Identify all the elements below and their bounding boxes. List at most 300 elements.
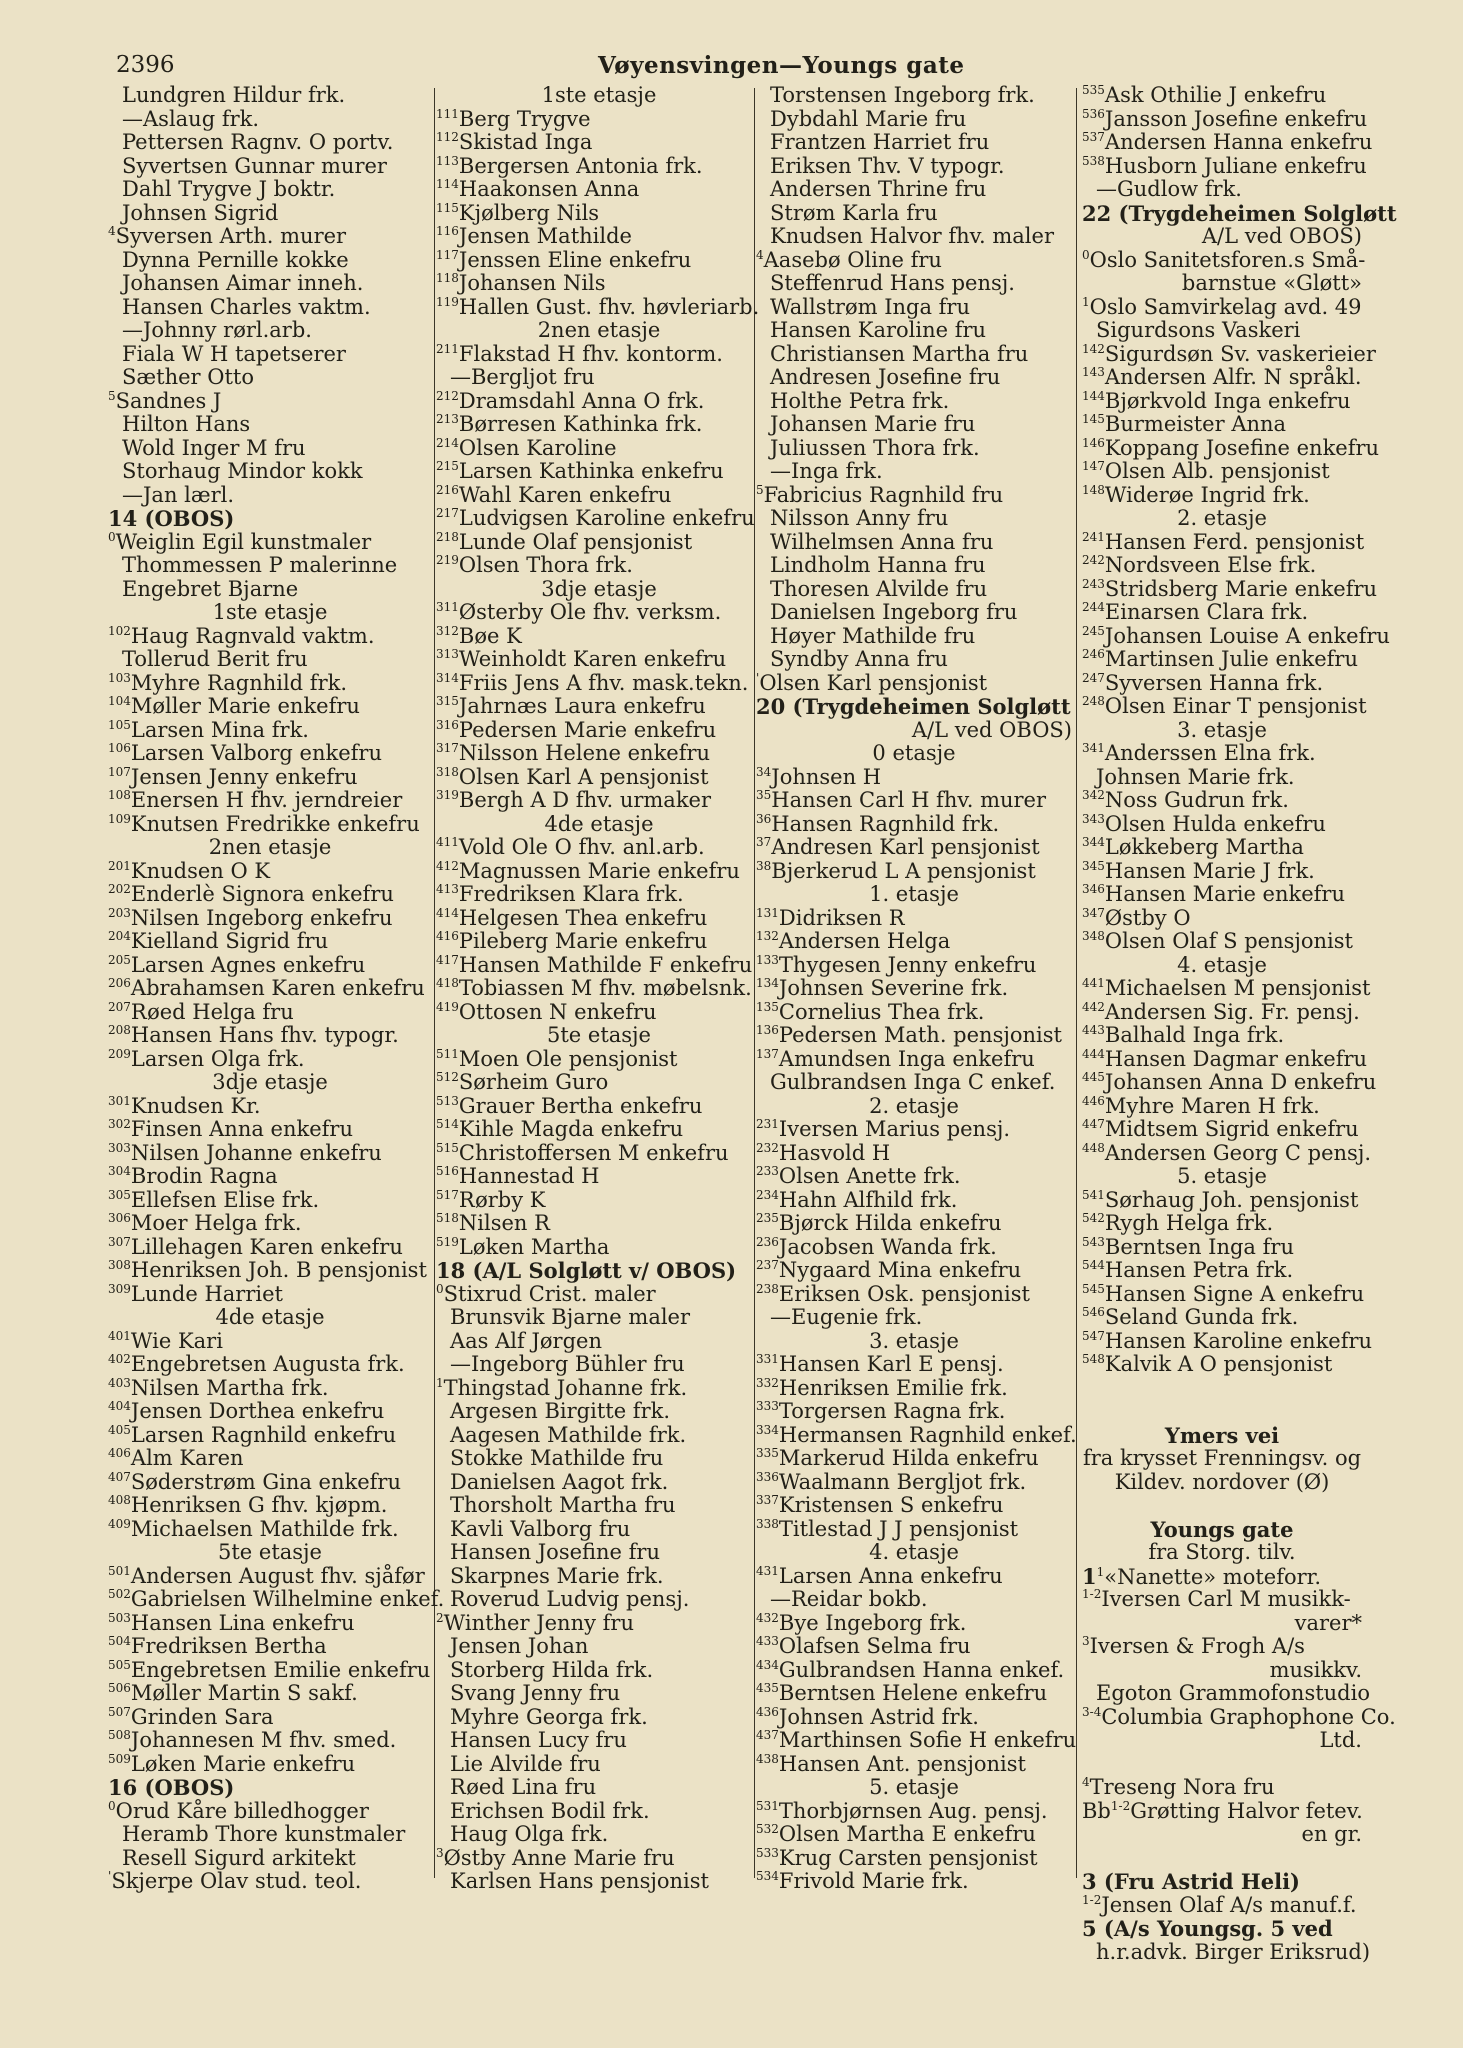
entry-text: Brodin Ragna — [130, 1164, 278, 1188]
apartment-number: 207 — [108, 999, 131, 1014]
entry-text: —Inga frk. — [770, 459, 883, 483]
directory-entry — [108, 742, 432, 766]
directory-entry — [436, 695, 762, 719]
apartment-number: 537 — [1082, 130, 1105, 144]
apartment-number: 132 — [756, 929, 779, 943]
entry-text: Wold Inger M fru — [122, 435, 306, 460]
entry-text: Henriksen Joh. B pensjonist — [130, 1258, 427, 1282]
apartment-number: 508 — [108, 1728, 131, 1742]
entry-text: Johnsen Severine frk. — [778, 976, 1009, 1000]
entry-text: Frivold Marie frk. — [778, 1869, 969, 1893]
entry-text: Lunde Harriet — [130, 1281, 283, 1306]
entry-text: Løken Marie enkefru — [130, 1751, 356, 1776]
directory-entry — [108, 860, 432, 884]
directory-entry — [436, 1588, 762, 1612]
directory-entry — [756, 954, 1072, 978]
apartment-number: 446 — [1082, 1093, 1105, 1108]
entry-text: Bøe K — [458, 623, 522, 648]
directory-entry — [436, 1377, 762, 1401]
entry-text: Koppang Josefine enkefru — [1104, 435, 1380, 460]
entry-text: Andresen Josefine fru — [770, 365, 1001, 389]
entry-text: Waalmann Bergljot frk. — [778, 1469, 1027, 1494]
building-heading — [1082, 1917, 1362, 1941]
directory-entry — [108, 1001, 432, 1025]
entry-text: Møller Marie enkefru — [130, 694, 360, 718]
entry-text: —Reidar bokb. — [770, 1587, 928, 1611]
directory-entry — [756, 390, 1072, 414]
directory-entry — [756, 1728, 1077, 1753]
directory-entry — [1082, 860, 1362, 884]
entry-text: Seland Gunda frk. — [1104, 1305, 1299, 1329]
directory-entry — [436, 789, 762, 813]
directory-entry — [436, 977, 762, 1001]
entry-text: Iversen Carl M musikk- — [1101, 1587, 1351, 1611]
directory-entry — [1082, 1281, 1365, 1307]
directory-entry — [756, 1142, 1072, 1166]
directory-entry — [436, 648, 762, 672]
directory-entry — [436, 155, 762, 179]
entry-text: Widerøe Ingrid frk. — [1104, 482, 1310, 507]
floor-heading — [108, 1541, 432, 1565]
entry-text: 4de etasje — [215, 1305, 325, 1329]
directory-entry — [1082, 84, 1362, 108]
entry-text: Weinholdt Karen enkefru — [458, 647, 727, 671]
apartment-number: 546 — [1082, 1305, 1105, 1319]
entry-text: Krug Carsten pensjonist — [778, 1845, 1038, 1870]
entry-text: Larsen Anna enkefru — [778, 1563, 1003, 1588]
entry-text: Engebretsen Emilie enkefru — [130, 1657, 431, 1682]
apartment-number: 418 — [436, 976, 459, 990]
floor-heading — [1082, 1471, 1362, 1495]
entry-text: Hannestad H — [458, 1164, 600, 1188]
directory-entry — [108, 1377, 432, 1401]
floor-heading — [756, 1095, 1072, 1119]
apartment-number: 336 — [756, 1469, 779, 1484]
directory-entry — [756, 1259, 1072, 1283]
apartment-number: 112 — [436, 130, 459, 144]
apartment-number: 519 — [436, 1234, 459, 1249]
directory-entry — [756, 437, 1072, 461]
directory-entry — [756, 296, 1072, 320]
entry-text: Dybdahl Marie fru — [770, 106, 967, 131]
apartment-number: 209 — [108, 1046, 131, 1061]
directory-entry — [436, 954, 762, 978]
directory-entry — [436, 1001, 762, 1025]
directory-entry — [1082, 435, 1380, 461]
directory-entry — [108, 413, 432, 437]
entry-text: Titlestad J J pensjonist — [778, 1516, 1019, 1541]
entry-text: Grinden Sara — [130, 1704, 274, 1729]
entry-text: Løkkeberg Martha — [1104, 835, 1304, 859]
entry-text: Nilsson Anny fru — [770, 506, 949, 530]
entry-text: Hansen Ferd. pensjonist — [1104, 529, 1365, 554]
directory-entry — [108, 460, 432, 484]
entry-text: 3dje etasje — [541, 576, 657, 601]
directory-entry — [108, 648, 432, 672]
directory-entry — [436, 1142, 762, 1166]
apartment-number: 215 — [436, 459, 459, 473]
apartment-number: 434 — [756, 1657, 779, 1672]
entry-text: Abrahamsen Karen enkefru — [130, 976, 425, 1000]
entry-text: Larsen Olga frk. — [130, 1046, 305, 1071]
entry-text: Andresen Karl pensjonist — [771, 835, 1040, 859]
entry-text: A/L ved OBOS) — [911, 717, 1072, 742]
directory-entry — [1082, 648, 1362, 672]
entry-text: Aas Alf Jørgen — [450, 1328, 602, 1353]
entry-text: Johnsen Marie frk. — [1096, 764, 1295, 789]
entry-text: Einarsen Clara frk. — [1104, 600, 1309, 624]
entry-text: Strøm Karla fru — [770, 200, 938, 225]
directory-entry — [436, 1447, 762, 1471]
entry-text: Eriksen Thv. V typogr. — [770, 153, 1005, 178]
entry-text: A/L ved OBOS) — [1201, 224, 1362, 248]
directory-entry — [436, 1612, 762, 1636]
entry-text: Erichsen Bodil frk. — [450, 1798, 650, 1823]
directory-entry — [756, 1236, 1072, 1260]
entry-text: Columbia Graphophone Co. — [1101, 1704, 1396, 1729]
directory-entry — [756, 1753, 1072, 1777]
entry-text: Pedersen Math. pensjonist — [778, 1023, 1062, 1047]
apartment-number: 348 — [1082, 929, 1105, 943]
directory-entry — [1082, 413, 1362, 437]
entry-text: Lindholm Hanna fru — [770, 553, 986, 577]
entry-text: Nilsen Ingeborg enkefru — [130, 905, 393, 930]
entry-text: Ludvigsen Karoline enkefru — [458, 506, 755, 530]
entry-text: Nilsen Martha frk. — [130, 1375, 329, 1400]
directory-entry — [756, 1870, 1072, 1894]
directory-entry — [1082, 1236, 1362, 1260]
apartment-number: 0 — [108, 529, 116, 544]
directory-entry — [108, 1259, 432, 1283]
apartment-number: 333 — [756, 1399, 779, 1413]
entry-text: Haug Ragnvald vaktm. — [130, 623, 375, 648]
apartment-number: 309 — [108, 1281, 131, 1296]
entry-text: Juliussen Thora frk. — [770, 435, 980, 460]
entry-text: Winther Jenny fru — [443, 1610, 634, 1635]
apartment-number: 214 — [436, 435, 459, 450]
apartment-number: 403 — [108, 1375, 131, 1390]
entry-text: Olsen Anette frk. — [778, 1164, 961, 1188]
entry-text: Johansen Aimar inneh. — [122, 271, 364, 295]
entry-text: Hasvold H — [778, 1140, 891, 1165]
directory-entry — [108, 1048, 432, 1072]
entry-text: Hansen Signe A enkefru — [1104, 1281, 1365, 1306]
directory-entry — [108, 907, 432, 931]
apartment-number: 345 — [1082, 858, 1105, 873]
directory-entry — [1082, 1189, 1362, 1213]
directory-entry — [108, 225, 432, 249]
apartment-number: 416 — [436, 929, 459, 943]
building-heading — [1082, 1870, 1362, 1894]
apartment-number: 514 — [436, 1117, 459, 1131]
entry-text: Enderlè Signora enkefru — [130, 882, 394, 906]
apartment-number: 5 — [108, 388, 116, 403]
directory-entry — [436, 1071, 762, 1095]
directory-entry — [756, 648, 1072, 672]
entry-text: Johansen Anna D enkefru — [1104, 1070, 1377, 1094]
apartment-number: 331 — [756, 1352, 779, 1366]
apartment-number: 501 — [108, 1563, 131, 1578]
directory-entry — [436, 413, 762, 437]
directory-entry — [756, 789, 1072, 813]
apartment-number: 442 — [1082, 999, 1105, 1014]
apartment-number: 341 — [1082, 741, 1105, 755]
entry-text: Andersen Alfr. N språkl. — [1104, 365, 1362, 389]
directory-entry — [108, 1095, 432, 1119]
directory-entry — [1082, 1729, 1362, 1753]
directory-entry — [436, 225, 762, 249]
directory-entry — [108, 1447, 432, 1471]
directory-entry — [108, 1565, 432, 1589]
entry-text: Christoffersen M enkefru — [458, 1140, 729, 1165]
apartment-number: 306 — [108, 1211, 131, 1225]
directory-entry — [1082, 106, 1368, 132]
directory-entry — [436, 343, 762, 367]
directory-entry — [436, 1353, 762, 1377]
directory-entry — [756, 836, 1072, 860]
directory-entry — [756, 860, 1072, 884]
entry-text: 5. etasje — [869, 1775, 959, 1799]
directory-entry — [1082, 1377, 1362, 1401]
apartment-number: 407 — [108, 1469, 131, 1484]
directory-entry — [436, 437, 762, 461]
apartment-number: 3 — [1082, 1634, 1090, 1648]
directory-entry — [436, 625, 762, 649]
apartment-number: 36 — [756, 811, 772, 826]
directory-entry — [108, 1494, 432, 1518]
directory-entry — [108, 1518, 432, 1542]
entry-text: Nilsen Johanne enkefru — [130, 1140, 382, 1165]
entry-text: Johnsen Astrid frk. — [778, 1704, 979, 1729]
directory-entry — [1082, 1776, 1362, 1800]
directory-entry — [1082, 1681, 1370, 1706]
apartment-number: 518 — [436, 1211, 459, 1225]
directory-column-1 — [108, 83, 445, 1894]
entry-text: Stokke Mathilde fru — [450, 1446, 664, 1470]
apartment-number: 504 — [108, 1634, 131, 1648]
directory-entry — [756, 531, 1072, 555]
entry-text: —Johnny rørl.arb. — [122, 318, 312, 342]
apartment-number: 146 — [1082, 435, 1105, 450]
directory-entry — [1082, 178, 1362, 202]
apartment-number: 303 — [108, 1140, 131, 1155]
apartment-number: 346 — [1082, 882, 1105, 896]
directory-entry — [1082, 341, 1376, 367]
apartment-number: 142 — [1082, 341, 1105, 356]
apartment-number: 4 — [108, 224, 116, 238]
entry-text: —Aslaug frk. — [122, 106, 260, 131]
apartment-number: 145 — [1082, 412, 1105, 426]
entry-text: en gr. — [1301, 1822, 1362, 1846]
entry-text: Jensen Jenny enkefru — [130, 764, 358, 789]
directory-entry — [756, 554, 1072, 578]
entry-text: Lunde Olaf pensjonist — [458, 529, 693, 554]
directory-entry — [756, 1635, 1072, 1659]
entry-text: Nygaard Mina enkefru — [778, 1258, 1022, 1282]
directory-entry — [108, 1682, 432, 1706]
apartment-number: 319 — [436, 788, 459, 802]
apartment-number: 246 — [1082, 647, 1105, 661]
entry-text: Andersen Thrine fru — [770, 177, 987, 201]
entry-text: Knudsen Halvor fhv. maler — [770, 224, 1054, 248]
directory-entry — [1082, 1800, 1362, 1824]
building-heading — [756, 695, 1072, 719]
apartment-number: 448 — [1082, 1140, 1105, 1155]
entry-text: Roverud Ludvig pensj. — [450, 1587, 690, 1611]
directory-entry — [1082, 976, 1371, 1001]
directory-entry — [108, 883, 432, 907]
directory-entry — [1082, 601, 1362, 625]
entry-text: fra krysset Frenningsv. og — [1082, 1446, 1362, 1470]
apartment-number: 109 — [108, 811, 131, 826]
entry-text: Gabrielsen Wilhelmine enkef. — [130, 1587, 445, 1611]
entry-text: Skistad Inga — [458, 130, 593, 154]
apartment-number: 219 — [436, 553, 459, 567]
entry-text: Amundsen Inga enkefru — [778, 1046, 1035, 1071]
entry-text: Midtsem Sigrid enkefru — [1104, 1117, 1359, 1141]
directory-entry — [436, 178, 762, 202]
page-number: 2396 — [116, 52, 175, 78]
directory-entry — [1082, 742, 1362, 766]
directory-entry — [756, 625, 1072, 649]
entry-text: h.r.advk. Birger Eriksrud) — [1096, 1939, 1371, 1964]
entry-text: Egoton Grammofonstudio — [1096, 1681, 1370, 1705]
entry-text: Grøtting Halvor fetev. — [1130, 1798, 1363, 1823]
directory-entry — [436, 1682, 762, 1706]
apartment-number: 232 — [756, 1140, 779, 1155]
entry-text: Hansen Petra frk. — [1104, 1258, 1294, 1282]
directory-entry — [1082, 576, 1378, 602]
entry-text: Søderstrøm Gina enkefru — [130, 1469, 401, 1494]
entry-text: Resell Sigurd arkitekt — [122, 1845, 356, 1870]
entry-text: Hansen Karl E pensj. — [778, 1352, 1004, 1376]
apartment-number: 405 — [108, 1422, 131, 1437]
apartment-number: 243 — [1082, 576, 1105, 591]
entry-text: Fiala W H tapetserer — [122, 341, 346, 366]
entry-text: Pettersen Ragnv. O portv. — [122, 130, 394, 154]
entry-text: Olafsen Selma fru — [778, 1634, 971, 1658]
directory-entry — [436, 1494, 762, 1518]
entry-text: Didriksen R — [778, 905, 905, 930]
apartment-number: 135 — [756, 999, 779, 1014]
directory-entry — [1082, 1400, 1362, 1424]
column-divider — [1076, 88, 1077, 1878]
floor-heading — [436, 813, 762, 837]
entry-text: 2. etasje — [1177, 506, 1267, 530]
directory-entry — [1082, 883, 1362, 907]
entry-text: 3dje etasje — [212, 1070, 328, 1094]
entry-text: Ellefsen Elise frk. — [130, 1187, 320, 1212]
directory-entry — [756, 1001, 1072, 1025]
entry-text: 1ste etasje — [541, 83, 657, 107]
directory-entry — [756, 1800, 1072, 1824]
apartment-number: 534 — [756, 1869, 779, 1883]
entry-text: Iversen Marius pensj. — [778, 1117, 1011, 1141]
directory-entry — [436, 1189, 762, 1213]
entry-text: Østerby Ole fhv. verksm. — [458, 600, 722, 624]
entry-text: Andersen Hanna enkefru — [1104, 130, 1373, 154]
directory-entry — [108, 1212, 432, 1236]
entry-text: Hansen Josefine fru — [450, 1540, 660, 1564]
apartment-number: 1-2 — [1082, 1587, 1102, 1601]
directory-entry — [1082, 1494, 1362, 1518]
directory-entry — [436, 672, 762, 696]
directory-entry — [1082, 1847, 1362, 1871]
apartment-number: 406 — [108, 1446, 131, 1460]
directory-entry — [108, 1847, 432, 1871]
directory-entry — [1082, 1001, 1362, 1025]
directory-entry — [756, 930, 1072, 954]
entry-text: 2. etasje — [869, 1093, 959, 1118]
directory-entry — [1082, 672, 1362, 696]
directory-entry — [108, 343, 432, 367]
directory-entry — [436, 1823, 762, 1847]
apartment-number: 38 — [756, 858, 772, 873]
entry-text: Kielland Sigrid fru — [130, 929, 329, 953]
entry-text: Jansson Josefine enkefru — [1104, 106, 1368, 131]
directory-entry — [436, 1635, 762, 1659]
directory-entry — [756, 1283, 1072, 1307]
directory-entry — [756, 907, 1072, 931]
entry-text: Kjølberg Nils — [458, 200, 600, 225]
apartment-number: 445 — [1082, 1070, 1105, 1084]
entry-text: 3 (Fru Astrid Heli) — [1082, 1869, 1300, 1894]
floor-heading — [756, 1541, 1072, 1565]
directory-entry — [1082, 1939, 1371, 1965]
entry-text: Wahl Karen enkefru — [458, 482, 672, 507]
apartment-number: 447 — [1082, 1117, 1105, 1131]
entry-text: Haakonsen Anna — [458, 177, 640, 201]
entry-text: Johansen Nils — [458, 271, 606, 295]
apartment-number: 535 — [1082, 83, 1105, 97]
entry-text: Kihle Magda enkefru — [458, 1117, 684, 1141]
entry-text: Berg Trygve — [458, 106, 591, 131]
entry-text: barnstue «Gløtt» — [1181, 271, 1362, 295]
floor-heading — [1082, 1424, 1362, 1448]
directory-entry — [756, 1024, 1072, 1048]
entry-text: Olsen Martha E enkefru — [778, 1822, 1036, 1846]
entry-text: Myhre Ragnhild frk. — [130, 670, 348, 695]
entry-text: Balhald Inga frk. — [1104, 1023, 1285, 1047]
entry-text: Hansen Carl H fhv. murer — [771, 788, 1047, 812]
apartment-number: 148 — [1082, 482, 1105, 497]
directory-entry — [436, 1706, 762, 1730]
entry-text: Andersen Georg C pensj. — [1104, 1140, 1372, 1165]
entry-text: Fredriksen Klara frk. — [458, 882, 684, 906]
directory-entry — [1082, 1212, 1362, 1236]
apartment-number: 211 — [436, 341, 459, 356]
apartment-number: 247 — [1082, 670, 1105, 685]
building-heading — [436, 1259, 762, 1283]
directory-entry — [1082, 1353, 1362, 1377]
entry-text: Røed Helga fru — [130, 999, 294, 1024]
directory-entry — [108, 1353, 432, 1377]
apartment-number: 511 — [436, 1046, 459, 1061]
entry-text: Nordsveen Else frk. — [1104, 553, 1317, 577]
apartment-number: 532 — [756, 1822, 779, 1836]
apartment-number: 204 — [108, 929, 131, 943]
floor-heading — [1082, 507, 1362, 531]
entry-text: Youngs gate — [1150, 1516, 1294, 1542]
directory-entry — [108, 202, 432, 226]
apartment-number: 1-2 — [1082, 1892, 1102, 1907]
directory-entry — [108, 672, 432, 696]
directory-entry — [756, 1422, 1077, 1448]
entry-text: Hansen Hans fhv. typogr. — [130, 1023, 399, 1047]
entry-text: —Gudlow frk. — [1096, 177, 1242, 201]
entry-text: Treseng Nora fru — [1089, 1775, 1275, 1799]
directory-entry — [108, 789, 432, 813]
